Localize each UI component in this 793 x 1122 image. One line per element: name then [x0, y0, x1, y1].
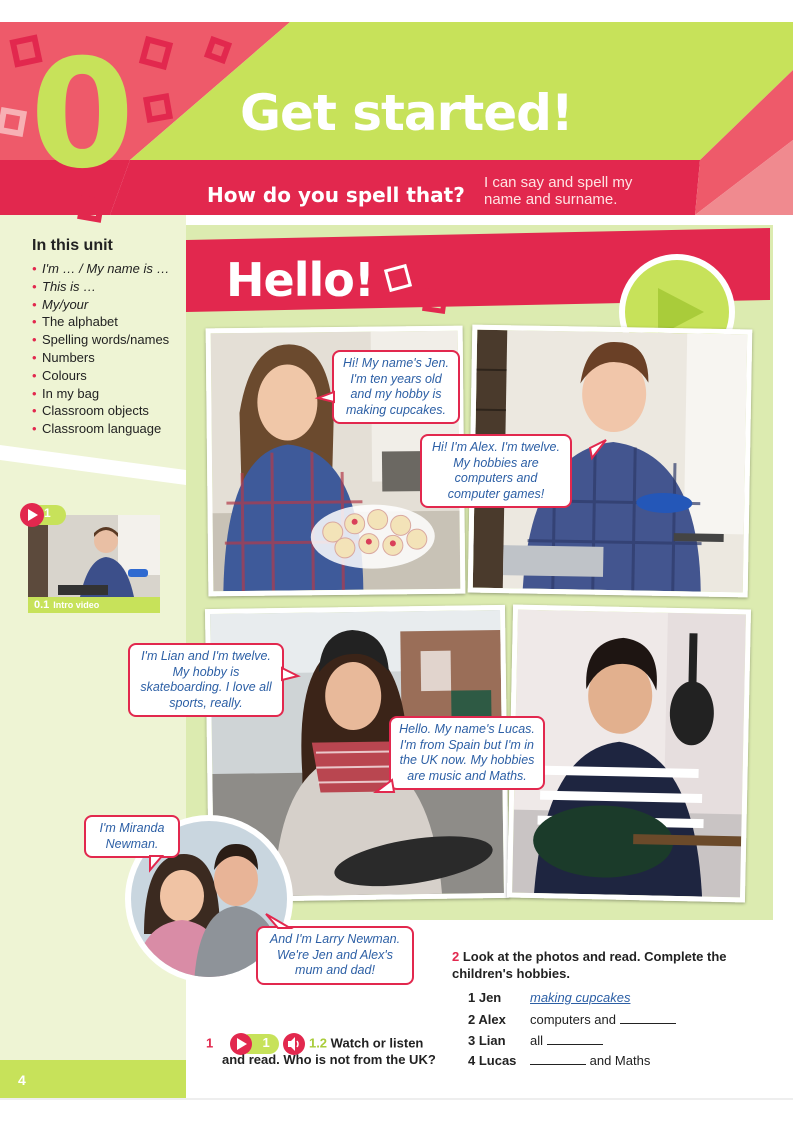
exercise-2-number: 2 [452, 949, 460, 964]
unit-contents-item: • Numbers [32, 349, 169, 367]
speech-bubble-miranda: I'm Miranda Newman. [84, 815, 180, 858]
row-text-before: all [530, 1033, 544, 1048]
lucas-image [512, 610, 746, 898]
speech-bubble-lucas: Hello. My name's Lucas. I'm from Spain but I'm in the UK now. My hobbies are music and Maths. [389, 716, 545, 790]
video-play-icon[interactable] [20, 503, 66, 527]
exercise-2-row [468, 1011, 676, 1027]
unit-contents-item: • Classroom objects [32, 402, 169, 420]
page-number: 4 [18, 1072, 26, 1088]
video-title: Intro video [53, 600, 100, 610]
row-label: 1 Jen [468, 990, 502, 1005]
speech-bubble-lian: I'm Lian and I'm twelve. My hobby is skateboarding. I love all sports, really. [128, 643, 284, 717]
lesson-subtitle: How do you spell that? [207, 183, 465, 207]
exercise-2-instruction: Look at the photos and read. Complete the children's hobbies. [452, 949, 727, 981]
speech-bubble-alex: Hi! I'm Alex. I'm twelve. My hobbies are computers and computer games! [420, 434, 572, 508]
unit-contents-item: • The alphabet [32, 313, 169, 331]
answer-blank[interactable] [620, 1011, 676, 1024]
row-label: 4 Lucas [468, 1053, 517, 1068]
exercise-1-instruction-2: and read. Who is not from the UK? [222, 1052, 436, 1067]
unit-number: 0 [30, 28, 135, 202]
unit-title: Get started! [240, 84, 573, 142]
unit-contents-list [32, 260, 169, 438]
sidebar-heading: In this unit [32, 237, 113, 254]
answer-blank[interactable] [547, 1032, 603, 1045]
video-number: 0.1 [34, 599, 50, 611]
unit-contents-item: • My/your [32, 296, 169, 314]
row-text-after: and Maths [589, 1053, 651, 1068]
hello-banner-title: Hello! [226, 253, 374, 307]
unit-contents-item: • This is … [32, 278, 169, 296]
row-example-answer: making cupcakes [530, 990, 631, 1005]
row-label: 2 Alex [468, 1012, 506, 1027]
exercise-1-number: 1 [206, 1035, 214, 1051]
exercise-2 [452, 948, 752, 982]
unit-contents-item: • Colours [32, 367, 169, 385]
speech-bubble-larry: And I'm Larry Newman. We're Jen and Alex's mum and dad! [256, 926, 414, 985]
speech-bubble-jen: Hi! My name's Jen. I'm ten years old and my hobby is making cupcakes. [332, 350, 460, 424]
unit-contents-item: • I'm … / My name is … [32, 260, 169, 278]
answer-blank[interactable] [530, 1052, 586, 1065]
video-badge-number: 1 [44, 506, 51, 520]
row-text-before: computers and [530, 1012, 616, 1027]
can-do-statement: I can say and spell my name and surname. [484, 174, 633, 208]
unit-contents-item: • Spelling words/names [32, 331, 169, 349]
row-label: 3 Lian [468, 1033, 506, 1048]
exercise-2-row [468, 1052, 650, 1068]
unit-contents-item: • In my bag [32, 385, 169, 403]
exercise-1-instruction-1: Watch or listen [330, 1035, 424, 1051]
unit-contents-item: • Classroom language [32, 420, 169, 438]
intro-video-label [28, 597, 160, 613]
exercise-1-video-badge: 1 [262, 1035, 270, 1051]
exercise-2-row [468, 990, 630, 1005]
audio-track-number: 1.2 [308, 1035, 328, 1051]
exercise-2-row [468, 1032, 603, 1048]
